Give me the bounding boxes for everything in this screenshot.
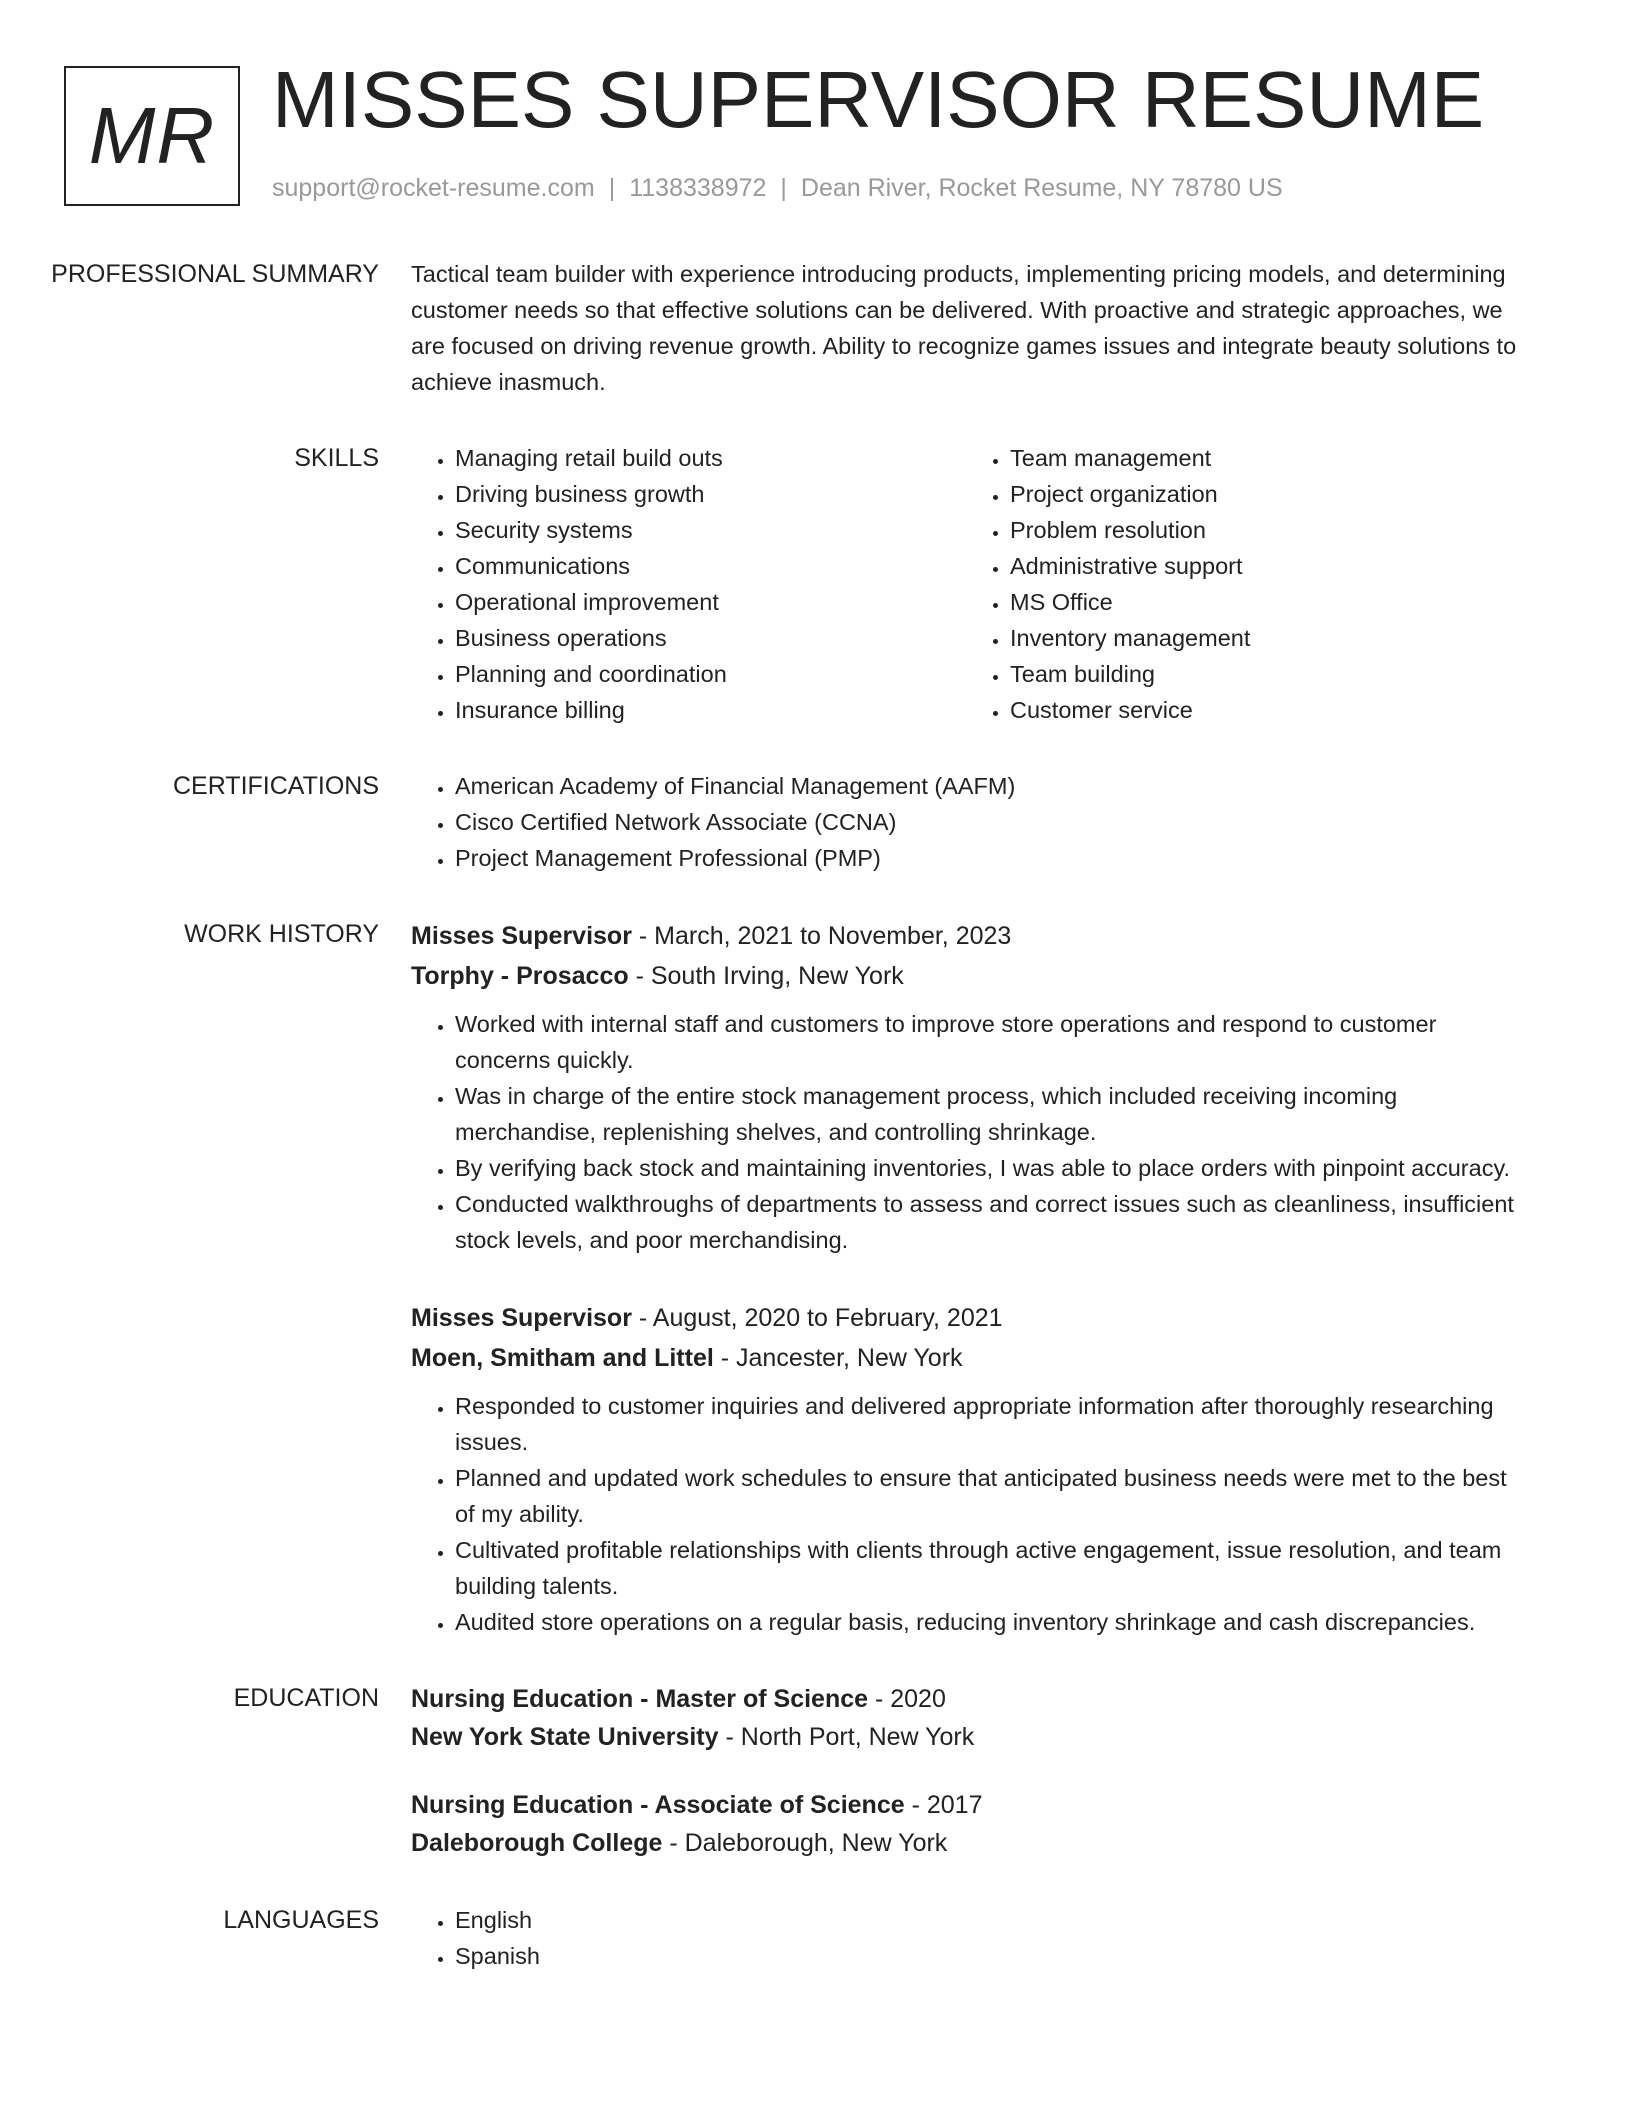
education-school: New York State University bbox=[411, 1723, 719, 1751]
job-company-line bbox=[411, 956, 1521, 996]
languages-list bbox=[411, 1902, 1521, 1974]
education-entry bbox=[411, 1786, 1521, 1862]
skill-item: • Operational improvement bbox=[455, 584, 966, 620]
section-label: SKILLS bbox=[294, 444, 379, 472]
education-degree-line bbox=[411, 1786, 1521, 1824]
education-degree: Nursing Education - Associate of Science bbox=[411, 1791, 905, 1819]
language-item: • English bbox=[455, 1902, 1521, 1938]
certification-item: • Cisco Certified Network Associate (CCNA) bbox=[455, 804, 1521, 840]
certifications-section bbox=[0, 768, 1632, 876]
certification-item: • Project Management Professional (PMP) bbox=[455, 840, 1521, 876]
section-body bbox=[411, 916, 1521, 1640]
education-school-line bbox=[411, 1718, 1521, 1756]
languages-section bbox=[0, 1902, 1632, 1974]
job-company-line bbox=[411, 1338, 1521, 1378]
certifications-list bbox=[411, 768, 1521, 876]
language-item: • Spanish bbox=[455, 1938, 1521, 1974]
job-company: Torphy - Prosacco bbox=[411, 962, 629, 990]
skills-list-left bbox=[411, 440, 966, 728]
resume-sections bbox=[0, 256, 1632, 2014]
education-degree: Nursing Education - Master of Science bbox=[411, 1685, 869, 1713]
monogram-initials: MR bbox=[88, 91, 216, 180]
job-title: Misses Supervisor bbox=[411, 922, 632, 950]
skill-item: • Problem resolution bbox=[1010, 512, 1521, 548]
section-body bbox=[411, 1902, 1521, 1974]
skill-item: • Inventory management bbox=[1010, 620, 1521, 656]
job-bullet: • By verifying back stock and maintaining inventories, I was able to place orders with pinpoint accuracy. bbox=[455, 1150, 1521, 1186]
job-bullets bbox=[411, 1388, 1521, 1640]
job-title: Misses Supervisor bbox=[411, 1304, 632, 1332]
skill-item: • Team building bbox=[1010, 656, 1521, 692]
summary-section bbox=[0, 256, 1632, 400]
job-bullet: • Conducted walkthroughs of departments to assess and correct issues such as cleanliness, insufficient stock levels, and poor merchandising. bbox=[455, 1186, 1521, 1258]
contact-separator: | bbox=[608, 174, 616, 202]
job-dates: - March, 2021 to November, 2023 bbox=[631, 922, 1012, 950]
skills-list-right bbox=[966, 440, 1521, 728]
contact-email: support@rocket-resume.com bbox=[272, 174, 595, 202]
skill-item: • MS Office bbox=[1010, 584, 1521, 620]
job-location: - South Irving, New York bbox=[628, 962, 904, 990]
education-school: Daleborough College bbox=[411, 1829, 663, 1857]
skill-item: • Managing retail build outs bbox=[455, 440, 966, 476]
education-degree-line bbox=[411, 1680, 1521, 1718]
skill-item: • Security systems bbox=[455, 512, 966, 548]
summary-text: Tactical team builder with experience introducing products, implementing pricing models, and determining customer needs so that effective solutions can be delivered. With proactive and strategic approaches, we are focused on driving revenue growth. Ability to recognize games issues and integrate beauty solutions to achieve inasmuch. bbox=[411, 261, 1517, 395]
resume-title: MISSES SUPERVISOR RESUME bbox=[272, 55, 1485, 144]
certification-item: • American Academy of Financial Management (AAFM) bbox=[455, 768, 1521, 804]
contact-line bbox=[272, 174, 1283, 203]
job-title-line bbox=[411, 916, 1521, 956]
contact-phone: 1138338972 bbox=[629, 174, 767, 202]
skill-item: • Driving business growth bbox=[455, 476, 966, 512]
section-body bbox=[411, 1680, 1521, 1862]
job-title-line bbox=[411, 1298, 1521, 1338]
job-bullet: • Cultivated profitable relationships with clients through active engagement, issue resolution, and team building talents. bbox=[455, 1532, 1521, 1604]
job-bullets bbox=[411, 1006, 1521, 1258]
job-location: - Jancester, New York bbox=[713, 1344, 963, 1372]
skill-item: • Business operations bbox=[455, 620, 966, 656]
job-company: Moen, Smitham and Littel bbox=[411, 1344, 714, 1372]
job-bullet: • Was in charge of the entire stock management process, which included receiving incoming merchandise, replenishing shelves, and controlling shrinkage. bbox=[455, 1078, 1521, 1150]
section-label: PROFESSIONAL SUMMARY bbox=[51, 260, 379, 288]
contact-separator: | bbox=[780, 174, 787, 202]
education-school-line bbox=[411, 1824, 1521, 1862]
work-history-section bbox=[0, 916, 1632, 1640]
section-body bbox=[411, 256, 1521, 400]
skill-item: • Insurance billing bbox=[455, 692, 966, 728]
education-year: - 2020 bbox=[868, 1685, 946, 1713]
section-body bbox=[411, 768, 1521, 876]
education-section bbox=[0, 1680, 1632, 1862]
section-label: WORK HISTORY bbox=[184, 920, 379, 948]
education-entry bbox=[411, 1680, 1521, 1756]
section-label: EDUCATION bbox=[233, 1684, 379, 1712]
job-dates: - August, 2020 to February, 2021 bbox=[631, 1304, 1003, 1332]
skills-section bbox=[0, 440, 1632, 728]
job-entry bbox=[411, 1298, 1521, 1640]
monogram-badge bbox=[64, 66, 240, 206]
section-body bbox=[411, 440, 1521, 728]
job-bullet: • Audited store operations on a regular basis, reducing inventory shrinkage and cash discrepancies. bbox=[455, 1604, 1521, 1640]
skill-item: • Administrative support bbox=[1010, 548, 1521, 584]
job-bullet: • Planned and updated work schedules to ensure that anticipated business needs were met to the best of my ability. bbox=[455, 1460, 1521, 1532]
education-year: - 2017 bbox=[904, 1791, 983, 1819]
contact-address: Dean River, Rocket Resume, NY 78780 US bbox=[800, 174, 1283, 202]
education-location: - Daleborough, New York bbox=[662, 1829, 948, 1857]
job-bullet: • Responded to customer inquiries and delivered appropriate information after thoroughly researching issues. bbox=[455, 1388, 1521, 1460]
section-label: LANGUAGES bbox=[223, 1906, 379, 1934]
job-entry bbox=[411, 916, 1521, 1258]
section-label: CERTIFICATIONS bbox=[172, 772, 379, 800]
skill-item: • Team management bbox=[1010, 440, 1521, 476]
education-location: - North Port, New York bbox=[718, 1723, 975, 1751]
skill-item: • Communications bbox=[455, 548, 966, 584]
skill-item: • Planning and coordination bbox=[455, 656, 966, 692]
job-bullet: • Worked with internal staff and customers to improve store operations and respond to customer concerns quickly. bbox=[455, 1006, 1521, 1078]
skill-item: • Project organization bbox=[1010, 476, 1521, 512]
skill-item: • Customer service bbox=[1010, 692, 1521, 728]
